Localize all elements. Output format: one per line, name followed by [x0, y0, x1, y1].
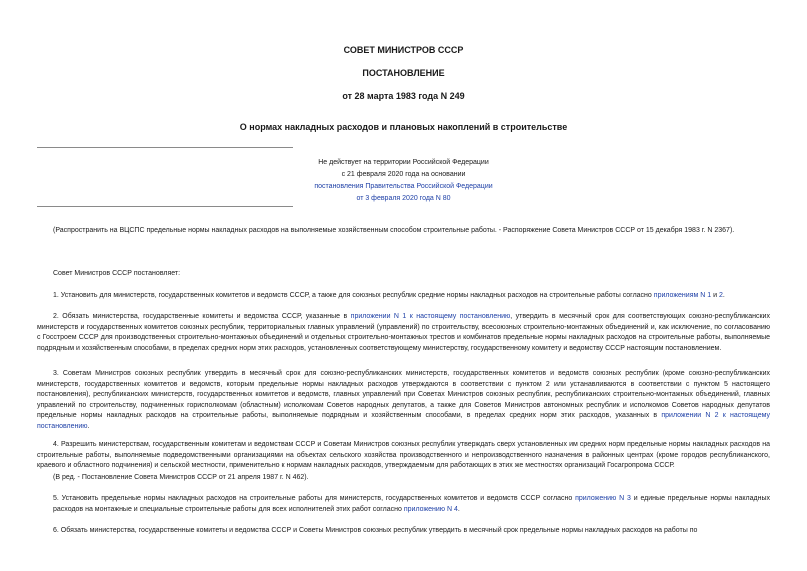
- resolves-line: Совет Министров СССР постановляет:: [53, 270, 181, 277]
- paragraph-2-lead: 2. Обязать министерства, государственные комитеты и ведомства СССР, указанные в: [53, 313, 348, 320]
- document-title: О нормах накладных расходов и плановых накоплений в строительстве: [239, 122, 568, 132]
- paragraph-5: [53, 494, 770, 515]
- paragraph-1-end: .: [722, 292, 725, 299]
- paragraph-2-rest: , утвердить в месячный срок для соответствующих союзно-республиканских министерств и государственных комитетов союзных республик, территориальных главных управлений (управлений) по строительству, всесоюзных строительно-монтажных объединений и, как исключение, по согласованию с Госстроем СССР для производственных строительно-монтажных объединений и отдельных строительно-монтажных трестов и комбинатов предельные нормы накладных расходов на строительные работы, выполняемые подрядным и хозяйственным способами, в пределах средних норм этих расходов, установленных соответствующему министерству, государственному комитету и ведомству СССР настоящим постановлением.: [37, 313, 770, 352]
- bottom-divider: [37, 206, 293, 207]
- notice-line-2: с 21 февраля 2020 года на основании: [341, 171, 466, 178]
- appendix-1-resolution-link[interactable]: приложении N 1 к настоящему постановлению: [350, 313, 511, 320]
- top-divider: [37, 147, 293, 148]
- paragraph-2: [37, 312, 770, 354]
- issuer-heading: СОВЕТ МИНИСТРОВ СССР: [343, 45, 464, 55]
- paragraph-6: 6. Обязать министерства, государственные комитеты и ведомства СССР и Советы Министров союзных республик утвердить в месячный срок предельные нормы накладных расходов на работы по: [53, 527, 698, 534]
- validity-notice: [0, 157, 807, 205]
- extension-note: (Распространить на ВЦСПС предельные нормы накладных расходов на выполняемые хозяйственным способом строительные работы. - Распоряжение Совета Министров СССР от 15 декабря 1983 г. N 2367).: [53, 227, 735, 234]
- repeal-resolution-link[interactable]: постановления Правительства Российской Федерации: [314, 183, 493, 190]
- appendix-1-link[interactable]: приложениям N 1: [653, 292, 712, 299]
- paragraph-4-edit-note: (В ред. - Постановление Совета Министров СССР от 21 апреля 1987 г. N 462).: [53, 474, 309, 481]
- paragraph-1-and: и: [713, 292, 718, 299]
- appendix-2-resolution-link[interactable]: приложении N 2 к настоящему постановлению: [37, 412, 770, 430]
- repeal-resolution-date-link[interactable]: от 3 февраля 2020 года N 80: [356, 195, 451, 202]
- paragraph-1: [53, 291, 770, 302]
- appendix-3-link[interactable]: приложению N 3: [575, 495, 631, 502]
- paragraph-4-text: 4. Разрешить министерствам, государственным комитетам и ведомствам СССР и Советам Министров союзных республик утверждать сверх установленных им средних норм предельные нормы накладных расходов на строительные работы, выполняемые подведомственными организациями на объектах сельского хозяйства производственного и непроизводственного назначения в районных центрах (кроме городов республиканского, краевого и областного подчинения) и сельской местности, применительно к нормам накладных расходов, утверждаемым для работающих в этих же местностях организаций Госагропрома СССР.: [37, 441, 770, 469]
- paragraph-3: [37, 369, 770, 432]
- paragraph-5-end: .: [457, 505, 460, 513]
- appendix-4-link[interactable]: приложению N 4: [403, 505, 458, 513]
- notice-line-1: Не действует на территории Российской Федерации: [318, 159, 489, 166]
- paragraph-4: [37, 440, 770, 472]
- paragraph-5-mid: и единые предельные нормы накладных расходов на монтажные и специальные строительные работы для всех исполнителей этих работ согласно: [53, 495, 771, 513]
- paragraph-5-lead: 5. Установить предельные нормы накладных расходов на строительные работы для министерств, государственных комитетов и ведомств СССР согласно: [53, 495, 573, 502]
- date-number-heading: от 28 марта 1983 года N 249: [342, 91, 465, 101]
- document-type-heading: ПОСТАНОВЛЕНИЕ: [362, 68, 445, 78]
- paragraph-3-end: .: [87, 422, 90, 430]
- paragraph-3-text: 3. Советам Министров союзных республик утвердить в месячный срок для союзно-республиканских министерств, государственных комитетов и ведомств союзных республик (кроме союзно-республиканских министерств, государственных комитетов и ведомств, которым предельные нормы накладных расходов утверждаются в соответствии с пунктом 2 или устанавливаются в соответствии с пунктом 5 настоящего постановления), республиканских министерств, государственных комитетов и ведомств, главных управлений при Советах Министров союзных республик, республиканских строительно-монтажных объединений, главных управлений по строительству, подчиненных горисполкомам (областным) исполкомам Советов народных депутатов, а также для Советов Министров автономных республик и исполкомов Советов народных депутатов предельные нормы накладных расходов на строительные работы, выполняемые подрядным и хозяйственным способами, в пределах средних норм этих расходов, указанных в: [37, 370, 770, 419]
- appendix-2-link[interactable]: 2: [718, 292, 723, 299]
- paragraph-1-text: 1. Установить для министерств, государственных комитетов и ведомств СССР, а также для союзных республик средние нормы накладных расходов на строительные работы согласно: [53, 292, 652, 299]
